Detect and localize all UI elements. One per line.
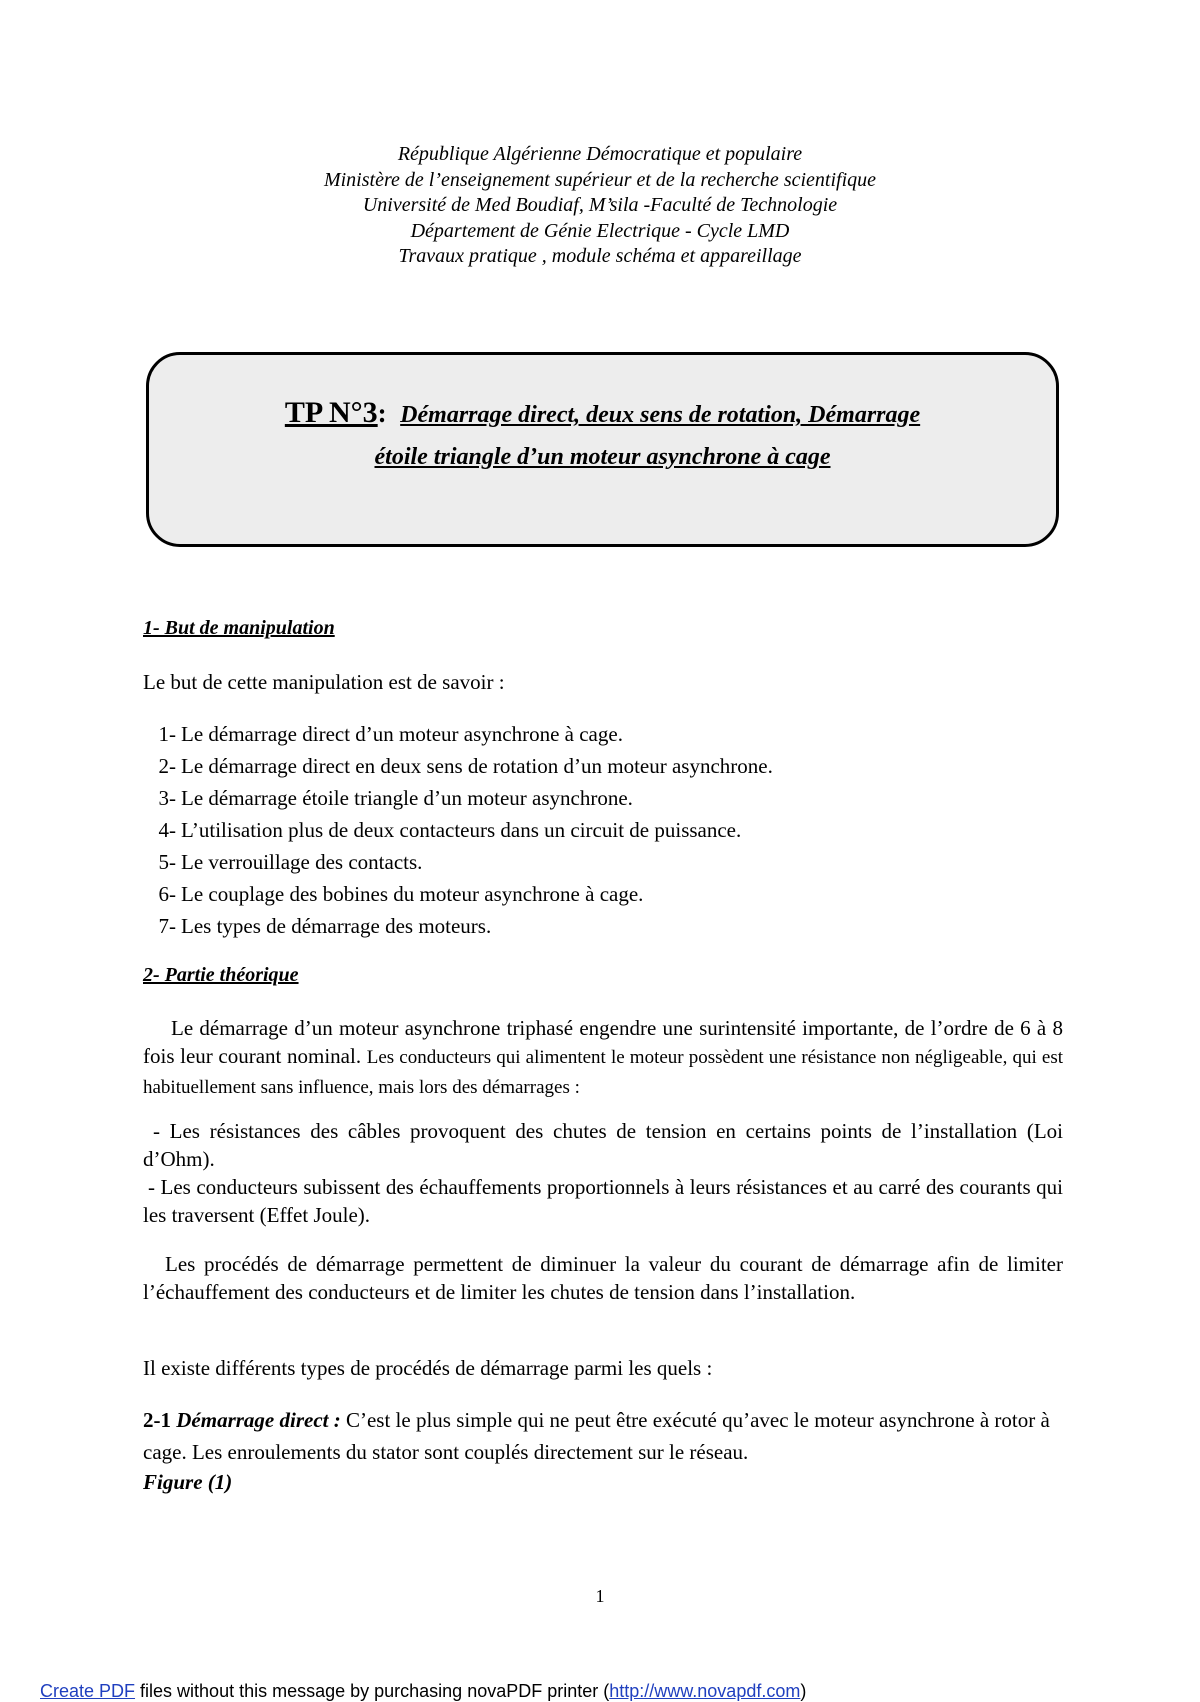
subsection-number: 2-1 <box>143 1408 171 1432</box>
list-item: 1- Le démarrage direct d’un moteur asynchrone à cage. <box>158 722 623 746</box>
paragraph-types: Il existe différents types de procédés de démarrage parmi les quels : <box>143 1356 713 1380</box>
subsection-text: C’est le plus simple qui ne peut être exécuté qu’avec le moteur asynchrone à rotor à cage. Les enroulements du stator sont couplés directement sur le réseau. <box>143 1408 1050 1464</box>
list-item: 5- Le verrouillage des contacts. <box>158 850 423 874</box>
pdf-footer <box>40 1680 806 1702</box>
title-line-1: Démarrage direct, deux sens de rotation, Démarrage <box>400 402 921 428</box>
paragraph-intro-a: Le démarrage d’un moteur asynchrone triphasé engendre une surintensité importante, de l’ordre de 6 à 8 fois leur courant nominal. <box>143 1016 1063 1068</box>
list-item: 3- Le démarrage étoile triangle d’un moteur asynchrone. <box>158 786 633 810</box>
footer-text-2: ) <box>800 1681 807 1701</box>
section-1-heading: 1- But de manipulation <box>143 617 335 639</box>
objectives-list <box>143 718 1043 942</box>
novapdf-link[interactable]: http://www.novapdf.com <box>609 1681 801 1701</box>
list-item: 2- Le démarrage direct en deux sens de rotation d’un moteur asynchrone. <box>158 754 773 778</box>
section-1-intro: Le but de cette manipulation est de savoir : <box>143 670 505 694</box>
section-2-heading: 2- Partie théorique <box>143 964 299 986</box>
title-line-2: étoile triangle d’un moteur asynchrone à cage <box>374 444 831 470</box>
bullet-ohm: - Les résistances des câbles provoquent des chutes de tension en certains points de l’installation (Loi d’Ohm). <box>143 1119 1063 1171</box>
document-title <box>149 393 1056 477</box>
bullet-joule: - Les conducteurs subissent des échauffements proportionnels à leurs résistances et au carré des courants qui les traversent (Effet Joule). <box>143 1175 1063 1227</box>
subsection-direct-start <box>143 1404 1063 1468</box>
list-item: 6- Le couplage des bobines du moteur asynchrone à cage. <box>158 882 644 906</box>
header-line-university: Université de Med Boudiaf, M’sila -Faculté de Technologie <box>362 194 838 216</box>
page-number: 1 <box>595 1586 605 1606</box>
header-line-module: Travaux pratique , module schéma et appareillage <box>398 245 802 267</box>
paragraph-procedes: Les procédés de démarrage permettent de diminuer la valeur du courant de démarrage afin de limiter l’échauffement des conducteurs et de limiter les chutes de tension dans l’installation. <box>143 1252 1063 1304</box>
footer-text-1: files without this message by purchasing novaPDF printer ( <box>135 1681 610 1701</box>
subsection-title: Démarrage direct : <box>176 1408 341 1432</box>
paragraph-intro <box>143 1014 1063 1102</box>
title-colon: : <box>377 398 387 428</box>
list-item: 7- Les types de démarrage des moteurs. <box>158 914 492 938</box>
institution-header <box>0 142 1200 270</box>
header-line-department: Département de Génie Electrique - Cycle LMD <box>410 219 790 242</box>
list-item: 4- L’utilisation plus de deux contacteurs dans un circuit de puissance. <box>158 818 742 842</box>
title-box <box>146 352 1059 547</box>
paragraph-intro-b: Les conducteurs qui alimentent le moteur possèdent une résistance non négligeable, qui est habituellement sans influence, mais lors des démarrages : <box>143 1047 1064 1098</box>
tp-label: TP N°3 <box>284 396 378 429</box>
create-pdf-link[interactable]: Create PDF <box>40 1681 136 1701</box>
figure-label: Figure (1) <box>143 1470 233 1494</box>
header-line-ministry: Ministère de l’enseignement supérieur et de la recherche scientifique <box>323 168 877 191</box>
header-line-republic: République Algérienne Démocratique et populaire <box>397 143 803 165</box>
